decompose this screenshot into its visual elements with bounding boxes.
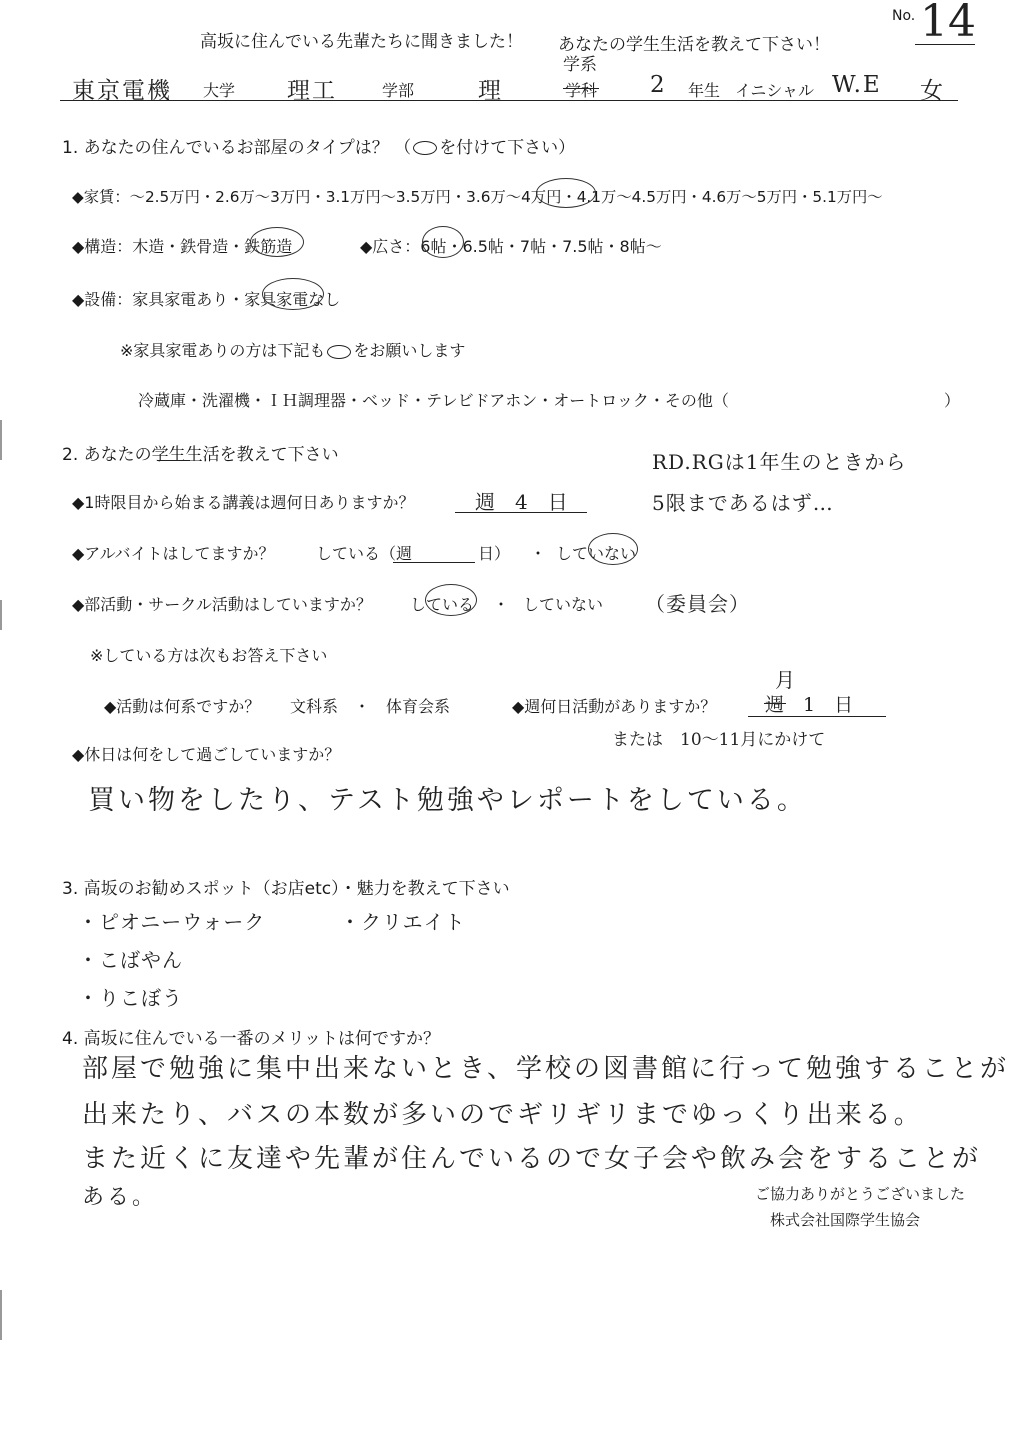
activity-days-question: ◆週何日活動がありますか？ (512, 697, 717, 716)
initial-value: W.E (832, 72, 882, 98)
first-period-question: ◆1時限目から始まる講義は週何日ありますか？ (72, 493, 415, 512)
scan-margin-mark (0, 1290, 2, 1340)
q1-title-after: を付けて下さい） (439, 138, 576, 158)
structure-answer-circle (250, 227, 304, 257)
spot-item: ・りこぼう (78, 986, 183, 1010)
oval-symbol (413, 141, 437, 155)
department-value: 理 (478, 78, 503, 104)
q2-title: 2. あなたの学生生活を教えて下さい (62, 445, 339, 465)
q4-answer-line: 出来たり、バスの本数が多いのでギリギリまでゆっくり出来る。 (82, 1100, 923, 1130)
club-option-yes: している (410, 595, 475, 614)
club-question: ◆部活動・サークル活動はしていますか？ (72, 595, 372, 614)
holiday-question: ◆休日は何をして過ごしていますか？ (72, 745, 341, 764)
profile-underline (60, 100, 958, 101)
faculty-label: 学部 (382, 81, 415, 100)
parttime-days-underline (393, 562, 475, 563)
activity-days-answer: 週 1 日 (765, 694, 854, 716)
q1-title-text: 1. あなたの住んでいるお部屋のタイプは？ （ (62, 138, 412, 158)
university-label: 大学 (203, 81, 236, 100)
club-dot: ・ (493, 595, 510, 614)
q3-title: 3. 高坂のお勧めスポット（お店etc）・魅力を教えて下さい (62, 879, 510, 899)
activity-type-question: ◆活動は何系ですか？ (104, 697, 261, 716)
activity-days-note: または 10～11月にかけて (612, 730, 826, 750)
appliance-note-before: ※家具家電ありの方は下記も (120, 341, 326, 360)
appliance-options: 冷蔵庫・洗濯機・ＩＨ調理器・ベッド・テレビドアホン・オートロック・その他（ (138, 391, 729, 410)
scan-margin-mark (0, 600, 2, 630)
size-options: ◆広さ：6帖・6.5帖・7帖・7.5帖・8帖～ (360, 237, 662, 256)
followup-note: ※している方は次もお答え下さい (90, 646, 328, 665)
title-right: あなたの学生生活を教えて下さい！ (558, 35, 830, 55)
footer-company: 株式会社国際学生協会 (770, 1211, 921, 1229)
number-underline (915, 44, 975, 45)
side-note-line-1: RD.RGは1年生のときから (652, 450, 907, 474)
parttime-dot: ・ (530, 544, 547, 563)
scan-margin-mark (0, 420, 2, 460)
parttime-option-yes: している（週 (316, 544, 413, 563)
q2-title-underline (157, 460, 190, 461)
parttime-option-days: 日） (478, 544, 511, 563)
parttime-option-no: していない (556, 544, 637, 563)
number-label: No. (892, 8, 916, 24)
title-left: 高坂に住んでいる先輩たちに聞きました！ (200, 32, 523, 52)
q4-title: 4. 高坂に住んでいる一番のメリットは何ですか？ (62, 1029, 440, 1049)
club-note: （委員会） (645, 592, 750, 616)
rent-options: ◆家賃：～2.5万円・2.6万～3万円・3.1万円～3.5万円・3.6万～4万円・4.1万～4.5万円・4.6万～5万円・5.1万円～ (72, 188, 883, 206)
first-period-answer: 週 4 日 (475, 490, 568, 514)
first-period-underline (455, 512, 587, 513)
parttime-answer-circle (588, 533, 638, 565)
spot-item: ・クリエイト (340, 910, 466, 934)
size-answer-circle (422, 226, 464, 258)
structure-options: ◆構造：木造・鉄骨造・鉄筋造 (72, 237, 293, 256)
q4-answer-line: ある。 (82, 1185, 158, 1210)
initial-label: イニシャル (735, 81, 815, 100)
side-note-line-2: 5限まであるはず… (652, 491, 834, 515)
footer-thanks: ご協力ありがとうございました (755, 1185, 966, 1203)
grade-value: 2 (650, 72, 667, 98)
department-correction: 学系 (563, 55, 597, 75)
parttime-question: ◆アルバイトはしてますか？ (72, 544, 275, 563)
activity-days-underline (748, 716, 886, 717)
gender-value: 女 (920, 78, 945, 104)
department-label-strikethrough (563, 88, 599, 89)
appliance-options-close: ） (944, 391, 961, 410)
grade-label: 年生 (688, 81, 721, 100)
club-answer-circle (425, 584, 477, 616)
q1-title (62, 133, 575, 158)
spot-item: ・こばやん (78, 948, 183, 972)
club-option-no: していない (523, 595, 604, 614)
appliance-note (120, 338, 465, 361)
number-value: 14 (920, 0, 976, 47)
equipment-answer-circle (262, 278, 324, 310)
appliance-note-after: をお願いします (353, 341, 466, 360)
faculty-value: 理工 (287, 78, 337, 104)
q4-answer-line: 部屋で勉強に集中出来ないとき、学校の図書館に行って勉強することが (82, 1054, 1009, 1084)
activity-days-strikethrough (764, 703, 786, 704)
department-label: 学科 (565, 81, 598, 100)
activity-days-month: 月 (775, 668, 796, 692)
rent-answer-circle (536, 178, 596, 208)
spot-item: ・ピオニーウォーク (78, 910, 266, 934)
q4-answer-line: また近くに友達や先輩が住んでいるので女子会や飲み会をすることが (82, 1144, 982, 1174)
equipment-options: ◆設備：家具家電あり・家具家電なし (72, 290, 341, 309)
oval-symbol (327, 345, 351, 359)
university-value: 東京電機 (72, 78, 172, 104)
holiday-answer: 買い物をしたり、テスト勉強やレポートをしている。 (88, 785, 807, 816)
activity-type-options: 文科系 ・ 体育会系 (290, 697, 451, 716)
